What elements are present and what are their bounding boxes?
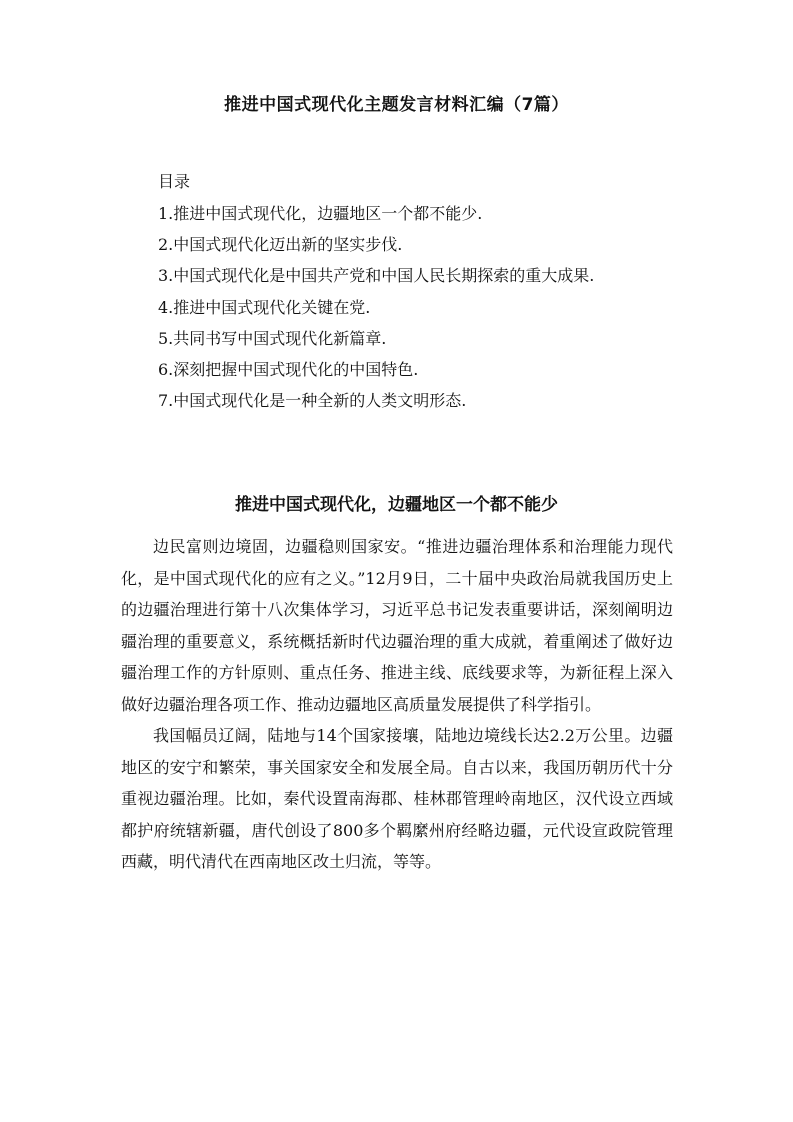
toc-item: 6.深刻把握中国式现代化的中国特色.	[158, 359, 419, 379]
toc-heading: 目录	[158, 172, 191, 191]
toc-item: 4.推进中国式现代化关键在党.	[158, 297, 371, 317]
body-paragraph: 边民富则边境固，边疆稳则国家安。“推进边疆治理体系和治理能力现代化，是中国式现代化的应有之义。”12月9日，二十届中央政治局就我国历史上的边疆治理进行第十八次集体学习，习近平总书记发表重要讲话，深刻阐明边疆治理的重要意义，系统概括新时代边疆治理的重大成就，着重阐述了做好边疆治理工作的方针原则、重点任务、推进主线、底线要求等，为新征程上深入做好边疆治理各项工作、推动边疆地区高质量发展提供了科学指引。	[121, 537, 673, 714]
toc-item: 7.中国式现代化是一种全新的人类文明形态.	[158, 391, 467, 411]
toc-item: 5.共同书写中国式现代化新篇章.	[158, 328, 387, 348]
table-of-contents	[158, 170, 718, 420]
document-title: 推进中国式现代化主题发言材料汇编（7篇）	[224, 95, 569, 115]
section-title: 推进中国式现代化，边疆地区一个都不能少	[235, 495, 558, 515]
body-paragraph: 我国幅员辽阔，陆地与14个国家接壤，陆地边境线长达2.2万公里。边疆地区的安宁和繁荣，事关国家安全和发展全局。自古以来，我国历朝历代十分重视边疆治理。比如，秦代设置南海郡、桂林郡管理岭南地区，汉代设立西域都护府统辖新疆，唐代创设了800多个羁縻州府经略边疆，元代设宣政院管理西藏，明代清代在西南地区改土归流，等等。	[121, 726, 673, 871]
section-body	[121, 531, 673, 878]
toc-item: 1.推进中国式现代化，边疆地区一个都不能少.	[158, 204, 483, 223]
toc-item: 3.中国式现代化是中国共产党和中国人民长期探索的重大成果.	[158, 266, 595, 286]
toc-item: 2.中国式现代化迈出新的坚实步伐.	[158, 235, 403, 255]
